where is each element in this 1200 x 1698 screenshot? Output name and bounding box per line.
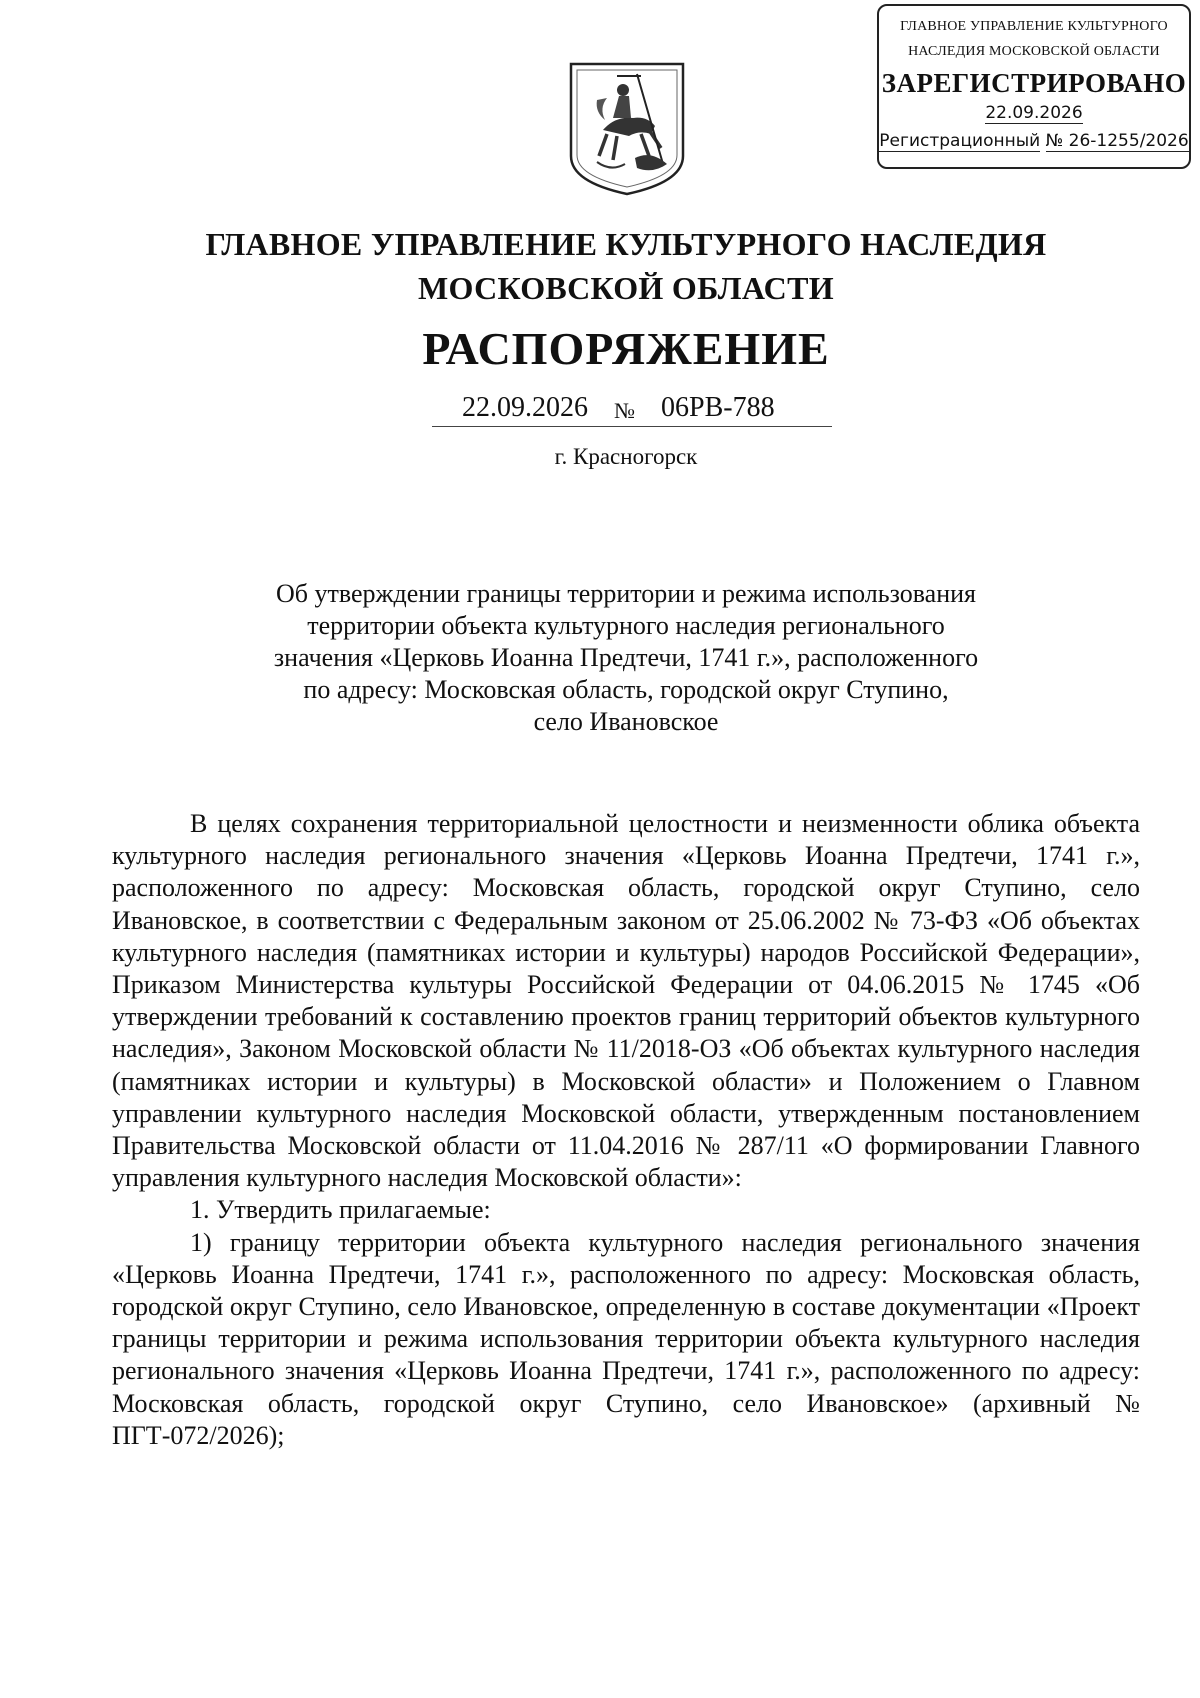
document-body bbox=[112, 808, 1140, 1452]
document-number: 06РВ-788 bbox=[661, 392, 775, 423]
moscow-oblast-coat-of-arms-icon bbox=[567, 60, 687, 196]
organization-title bbox=[0, 222, 1200, 310]
number-sign: № bbox=[614, 398, 635, 423]
document-subject bbox=[226, 578, 1026, 738]
subject-line: Об утверждении границы территории и режима использования bbox=[276, 579, 976, 608]
stamp-reg-label: Регистрационный bbox=[879, 131, 1041, 151]
stamp-reg-number: № 26-1255/2026 bbox=[1045, 131, 1189, 151]
org-title-line-1: ГЛАВНОЕ УПРАВЛЕНИЕ КУЛЬТУРНОГО НАСЛЕДИЯ bbox=[205, 226, 1047, 262]
stamp-org-line-2: НАСЛЕДИЯ МОСКОВСКОЙ ОБЛАСТИ bbox=[908, 44, 1160, 59]
subject-line: территории объекта культурного наследия регионального bbox=[307, 611, 945, 640]
city: г. Красногорск bbox=[554, 444, 698, 469]
document-type: РАСПОРЯЖЕНИЕ bbox=[422, 323, 830, 374]
stamp-date: 22.09.2026 bbox=[985, 103, 1083, 123]
document-date: 22.09.2026 bbox=[462, 392, 588, 423]
document-date-number bbox=[432, 392, 832, 427]
stamp-registration-row bbox=[879, 131, 1189, 151]
subject-line: по адресу: Московская область, городской округ Ступино, bbox=[303, 675, 949, 704]
registration-stamp bbox=[877, 4, 1191, 169]
stamp-organization bbox=[879, 14, 1189, 64]
item-1-1-paragraph: 1) границу территории объекта культурного наследия регионального значения «Церковь Иоанна Предтечи, 1741 г.», расположенного по адресу: Московская область, городской округ Ступино, село Ивановское, определенную в составе документации «Проект границы территории и режима использования территории объекта культурного наследия регионального значения «Церковь Иоанна Предтечи, 1741 г.», расположенного по адресу: Московская область, городской округ Ступино, село Ивановское» (архивный № ПГТ-072/2026); bbox=[112, 1227, 1140, 1450]
item-1-paragraph: 1. Утвердить прилагаемые: bbox=[190, 1195, 491, 1225]
preamble-paragraph: В целях сохранения территориальной целостности и неизменности облика объекта культурного наследия регионального значения «Церковь Иоанна Предтечи, 1741 г.», расположенного по адресу: Московская область, городской округ Ступино, село Ивановское, в соответствии с Федеральным законом от 25.06.2002 № 73-ФЗ «Об объектах культурного наследия (памятниках истории и культуры) народов Российской Федерации», Приказом Министерства культуры Российской Федерации от 04.06.2015 № 1745 «Об утверждении требований к составлению проектов границ территорий объектов культурного наследия», Законом Московской области № 11/2018-ОЗ «Об объектах культурного наследия (памятниках истории и культуры) в Московской области» и Положением о Главном управлении культурного наследия Московской области, утвержденным постановлением Правительства Московской области от 11.04.2016 № 287/11 «О формировании Главного управления культурного наследия Московской области»: bbox=[112, 809, 1140, 1193]
stamp-date-row bbox=[879, 103, 1189, 123]
org-title-line-2: МОСКОВСКОЙ ОБЛАСТИ bbox=[418, 270, 834, 306]
stamp-org-line-1: ГЛАВНОЕ УПРАВЛЕНИЕ КУЛЬТУРНОГО bbox=[900, 19, 1168, 34]
subject-line: значения «Церковь Иоанна Предтечи, 1741 г.», расположенного bbox=[273, 643, 979, 672]
subject-line: село Ивановское bbox=[533, 707, 719, 736]
stamp-status: ЗАРЕГИСТРИРОВАНО bbox=[881, 68, 1187, 98]
